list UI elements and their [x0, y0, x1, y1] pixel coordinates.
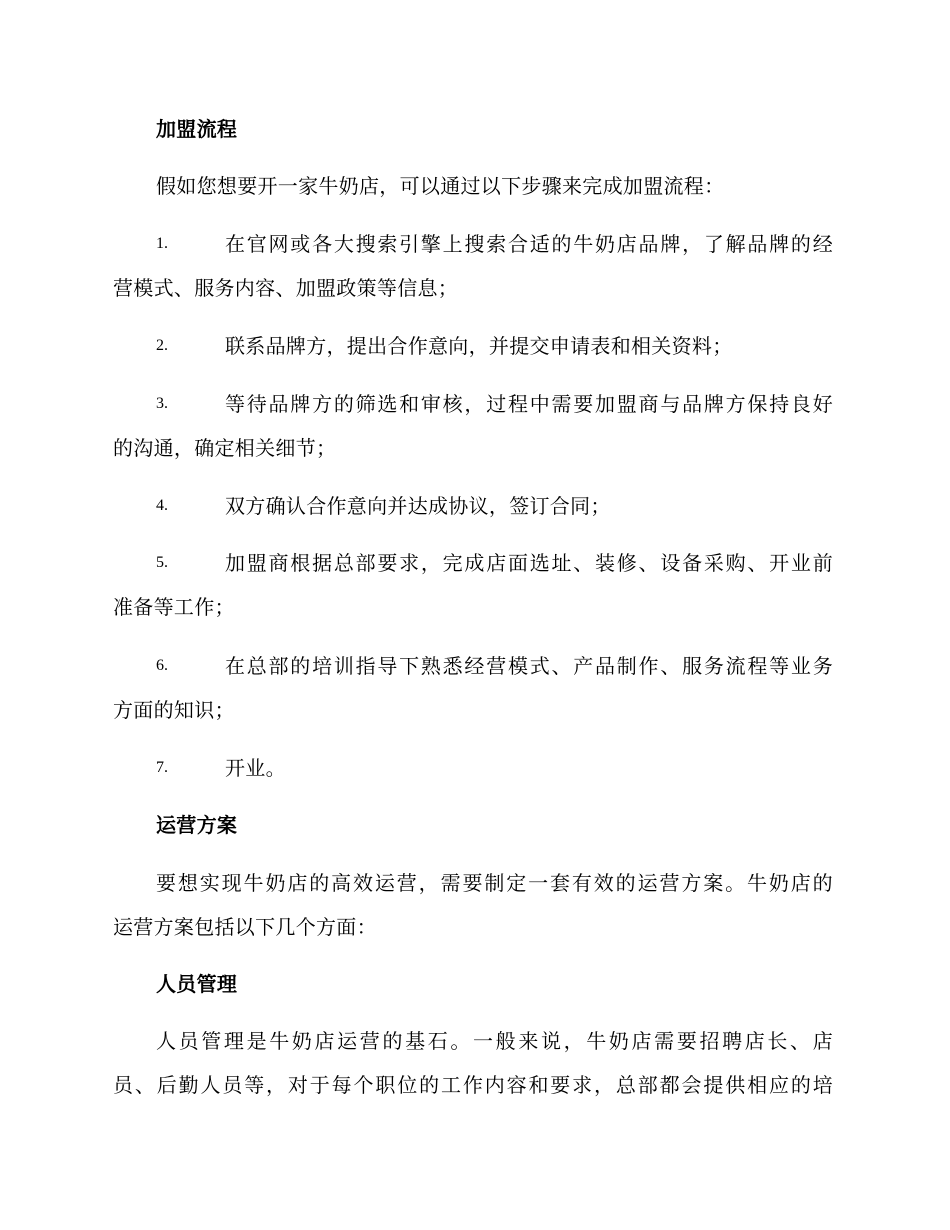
step-6-number: 6.: [156, 657, 168, 674]
step-4-line-1: 双方确认合作意向并达成协议，签订合同；: [225, 494, 611, 518]
step-3-number: 3.: [156, 395, 168, 412]
step-6-line-1: 在总部的培训指导下熟悉经营模式、产品制作、服务流程等业务: [225, 654, 833, 678]
step-7-number: 7.: [156, 759, 168, 776]
step-3-line-2: 的沟通，确定相关细节；: [113, 436, 337, 460]
step-1-number: 1.: [156, 235, 168, 252]
heading-join-process: 加盟流程: [156, 117, 238, 141]
personnel-line-2: 员、后勤人员等，对于每个职位的工作内容和要求，总部都会提供相应的培: [113, 1073, 833, 1097]
step-2-number: 2.: [156, 337, 168, 354]
step-1-line-2: 营模式、服务内容、加盟政策等信息；: [113, 276, 459, 300]
personnel-line-1: 人员管理是牛奶店运营的基石。一般来说，牛奶店需要招聘店长、店: [156, 1029, 833, 1053]
step-5-line-1: 加盟商根据总部要求，完成店面选址、装修、设备采购、开业前: [225, 551, 833, 575]
heading-personnel-management: 人员管理: [156, 972, 238, 996]
step-3-line-1: 等待品牌方的筛选和审核，过程中需要加盟商与品牌方保持良好: [225, 392, 833, 416]
step-5-line-2: 准备等工作；: [113, 595, 235, 619]
step-2-line-1: 联系品牌方，提出合作意向，并提交申请表和相关资料；: [225, 334, 733, 358]
step-5-number: 5.: [156, 554, 168, 571]
operation-plan-line-2: 运营方案包括以下几个方面：: [113, 915, 377, 939]
step-1-line-1: 在官网或各大搜索引擎上搜索合适的牛奶店品牌，了解品牌的经: [225, 232, 833, 256]
step-6-line-2: 方面的知识；: [113, 698, 235, 722]
heading-operation-plan: 运营方案: [156, 813, 238, 837]
join-process-intro: 假如您想要开一家牛奶店，可以通过以下步骤来完成加盟流程：: [156, 174, 725, 198]
operation-plan-line-1: 要想实现牛奶店的高效运营，需要制定一套有效的运营方案。牛奶店的: [156, 871, 833, 895]
step-4-number: 4.: [156, 497, 168, 514]
step-7-line-1: 开业。: [225, 756, 286, 780]
